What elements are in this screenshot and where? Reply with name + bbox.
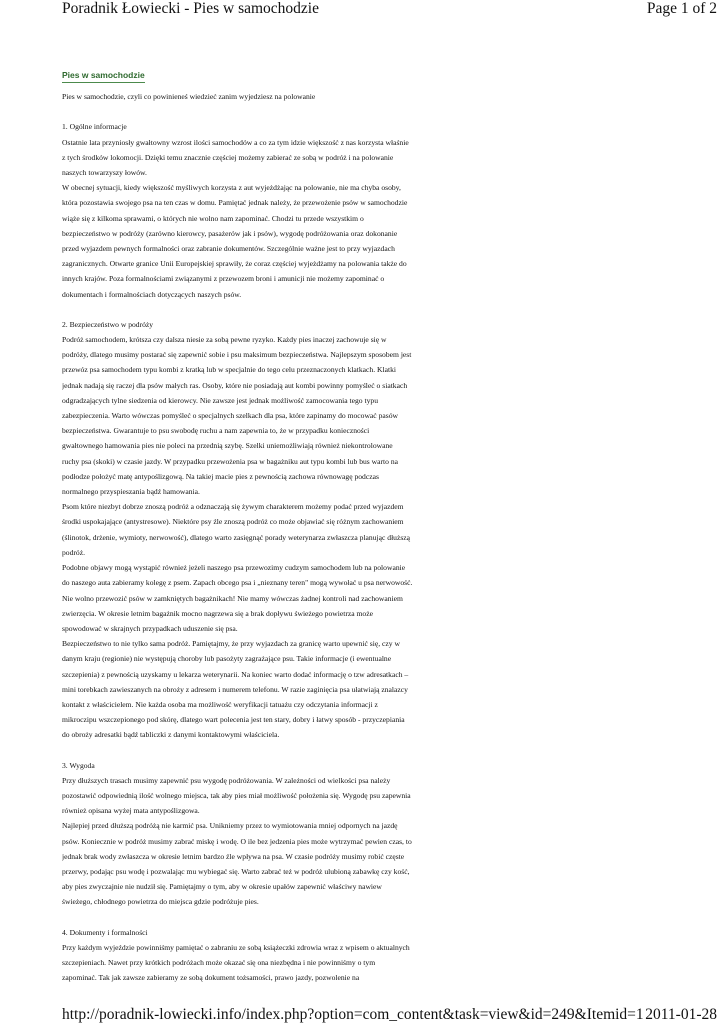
paragraph-line: Nie wolno przewozić psów w zamkniętych bagażnikach! Nie mamy wówczas żadnej kontroli nad zachowaniem (62, 593, 403, 603)
paragraph-line: podróży, dlatego musimy postarać się zapewnić sobie i psu maksimum bezpieczeństwa. Najlepszym sposobem jest (62, 350, 412, 360)
paragraph-line: Podobne objawy mogą wystąpić również jeżeli naszego psa przewozimy cudzym samochodem lub na polowanie (62, 563, 406, 573)
paragraph-line: która pozostawia swojego psa na ten czas w domu. Pamiętać jednak należy, że przewożenie psów w samochodzie (62, 198, 408, 208)
paragraph-line: jednak nadają się raczej dla psów małych ras. Osoby, które nie posiadają aut kombi powinny pomyśleć o siatkach (62, 380, 408, 390)
paragraph-line: Przy każdym wyjeździe powinniśmy pamiętać o zabraniu ze sobą książeczki zdrowia wraz z wpisem o aktualnych (62, 942, 410, 952)
paragraph-line: jednak brak wody zwłaszcza w okresie letnim bardzo źle wpływa na psa. W czasie podróży musimy robić częste (62, 851, 405, 861)
paragraph-line: do obroży adresatki bądź tabliczki z danymi kontaktowymi właściciela. (62, 730, 280, 740)
paragraph-line: danym kraju (regionie) nie występują choroby lub pasożyty zagrażające psu. Takie informacje (i ewentualne (62, 654, 392, 664)
paragraph-line: aby pies zwyczajnie nie nudził się. Pamiętajmy o tym, aby w okresie upałów zapewnić właściwy nawiew (62, 882, 382, 892)
paragraph-line: zabezpieczenia. Warto wówczas pomyśleć o specjalnych szelkach dla psa, które zapinamy do mocować pasów (62, 411, 398, 421)
paragraph-line: W obecnej sytuacji, kiedy większość myśliwych korzysta z aut wyjeżdżając na polowanie, nie ma chyba osoby, (62, 183, 401, 193)
footer-date: 2011-01-28 (645, 1006, 717, 1023)
print-footer (62, 1006, 717, 1024)
paragraph-line: kontakt z właścicielem. Nie każda osoba ma możliwość weryfikacji tatuażu czy odczytania informacji z (62, 699, 378, 709)
paragraph-line: spowodować w skrajnych przypadkach uduszenie się psa. (62, 623, 238, 633)
paragraph-line: wiąże się z kilkoma sprawami, o których nie wolno nam zapominać. Chodzi tu przede wszystkim o (62, 213, 364, 223)
paragraph-line: bezpieczeństwa. Gwarantuje to psu swobodę ruchu a nam zapewnia to, że w przypadku konieczności (62, 426, 370, 436)
paragraph-line: Ostatnie lata przyniosły gwałtowny wzrost ilości samochodów a co za tym idzie większość z nas korzysta właśnie (62, 137, 409, 147)
article-title-link[interactable]: Pies w samochodzie (62, 69, 145, 83)
paragraph-line: Podróż samochodem, krótsza czy dalsza niesie za sobą pewne ryzyko. Każdy pies inaczej zachowuje się w (62, 335, 387, 345)
paragraph-line: mini torebkach zawieszanych na obroży z adresem i numerem telefonu. W razie zaginięcia psa ułatwiają znalazcy (62, 684, 408, 694)
paragraph-line: zapominać. Tak jak zawsze zabieramy ze sobą dokument tożsamości, prawo jazdy, pozwolenie na (62, 973, 360, 983)
paragraph-line: Przy dłuższych trasach musimy zapewnić psu wygodę podróżowania. W zależności od wielkości psa należy (62, 775, 391, 785)
paragraph-line: ruchy psa (skoki) w czasie jazdy. W przypadku przewożenia psa w bagażniku aut typu kombi lub bus warto na (62, 456, 398, 466)
paragraph-line: pozostawić odpowiednią ilość wolnego miejsca, tak aby pies miał możliwość położenia się. Wygodę psu zapewnia (62, 790, 411, 800)
paragraph-line: podróż. (62, 547, 85, 557)
paragraph-line: naszych towarzyszy łowów. (62, 168, 147, 178)
paragraph-line: podłodze położyć matę antypoślizgową. Na takiej macie pies z pewnością zachowa równowagę podczas (62, 471, 379, 481)
paragraph-line: przerwy, podając psu wodę i pozwalając mu wybiegać się. Warto zabrać też w podróż ulubioną zabawkę czy kość, (62, 866, 410, 876)
article-subtitle: Pies w samochodzie, czyli co powinieneś wiedzieć zanim wyjedziesz na polowanie (62, 92, 316, 102)
footer-url: http://poradnik-lowiecki.info/index.php?option=com_content&task=view&id=249&Itemid=1 (62, 1006, 644, 1023)
paragraph-line: zagranicznych. Otwarte granice Unii Europejskiej sprawiły, że coraz częściej wyjeżdżamy na polowania także do (62, 259, 407, 269)
article-body (62, 119, 442, 985)
paragraph-line: szczepieniach. Nawet przy krótkich podróżach może okazać się ona niezbędna i nie powinniśmy o tym (62, 957, 376, 967)
paragraph-line: z tych środków lokomocji. Dzięki temu znacznie częściej możemy zabierać ze sobą w podróż i na polowanie (62, 152, 394, 162)
paragraph-line: środki uspokajające (antystresowe). Niektóre psy źle znoszą podróż co może objawiać się różnym zachowaniem (62, 517, 404, 527)
paragraph-line: świeżego, chłodnego powietrza do miejsca gdzie podróżuje pies. (62, 897, 259, 907)
paragraph-line: dokumentach i formalnościach dotyczących naszych psów. (62, 289, 242, 299)
section-heading: 3. Wygoda (62, 760, 95, 770)
section-heading: 4. Dokumenty i formalności (62, 927, 148, 937)
print-header (62, 0, 717, 24)
article (62, 68, 442, 985)
paragraph-line: normalnego przyspieszania bądź hamowania. (62, 487, 200, 497)
paragraph-line: bezpieczeństwo w podróży (zarówno kierowcy, pasażerów jak i psów), wygodę podróżowania oraz dokonanie (62, 228, 398, 238)
article-section (62, 925, 442, 986)
paragraph-line: Psom które niezbyt dobrze znoszą podróż a odznaczają się żywym charakterem możemy podać przed wyjazdem (62, 502, 404, 512)
article-section (62, 119, 442, 301)
section-heading: 2. Bezpieczeństwo w podróży (62, 319, 154, 329)
paragraph-line: Bezpieczeństwo to nie tylko sama podróż. Pamiętajmy, że przy wyjazdach za granicę warto upewnić się, czy w (62, 639, 400, 649)
header-title: Poradnik Łowiecki - Pies w samochodzie (62, 0, 319, 17)
paragraph-line: gwałtownego hamowania pies nie poleci na przednią szybę. Szelki uniemożliwiają również niekontrolowane (62, 441, 393, 451)
section-heading: 1. Ogólne informacje (62, 122, 127, 132)
article-section (62, 758, 442, 910)
paragraph-line: zwierzęcia. W okresie letnim bagażnik mocno nagrzewa się a brak dopływu świeżego powietrza może (62, 608, 373, 618)
paragraph-line: przewóz psa samochodem typu kombi z kratką lub w specjalnie do tego celu przeznaczonych klatkach. Klatki (62, 365, 397, 375)
article-section (62, 317, 442, 743)
paragraph-line: (ślinotok, drżenie, wymioty, nerwowość), dlatego warto zasięgnąć porady weterynarza zwłaszcza planując dłuższą (62, 532, 411, 542)
paragraph-line: odgradzających tylne siedzenia od kierowcy. Nie zawsze jest jednak możliwość zamocowania tego typu (62, 395, 379, 405)
paragraph-line: do naszego auta zabieramy kolegę z psem. Zapach obcego psa i „nieznany teren" mogą wywołać u psa nerwowość. (62, 578, 413, 588)
paragraph-line: psów. Koniecznie w podróż musimy zabrać miskę i wodę. O ile bez jedzenia pies może wytrzymać pewien czas, to (62, 836, 412, 846)
paragraph-line: szczepienia) z pewnością uzyskamy u lekarza weterynarii. Na koniec warto dodać informację o tzw adresatkach – (62, 669, 409, 679)
paragraph-line: przed wyjazdem pewnych formalności oraz zabranie dokumentów. Szczególnie ważne jest to przy wyjazdach (62, 244, 395, 254)
paragraph-line: Najlepiej przed dłuższą podróżą nie karmić psa. Unikniemy przez to wymiotowania mniej odpornych na jazdę (62, 821, 398, 831)
paragraph-line: również opisana wyżej mata antypoślizgowa. (62, 806, 200, 816)
header-page-number: Page 1 of 2 (646, 0, 717, 17)
paragraph-line: innych krajów. Poza formalnościami związanymi z przewozem broni i amunicji nie możemy zapominać o (62, 274, 385, 284)
paragraph-line: mikroczipu wszczepionego pod skórę, dlatego wart polecenia jest ten stary, dobry i łatwy sposób - przyczepiania (62, 715, 405, 725)
